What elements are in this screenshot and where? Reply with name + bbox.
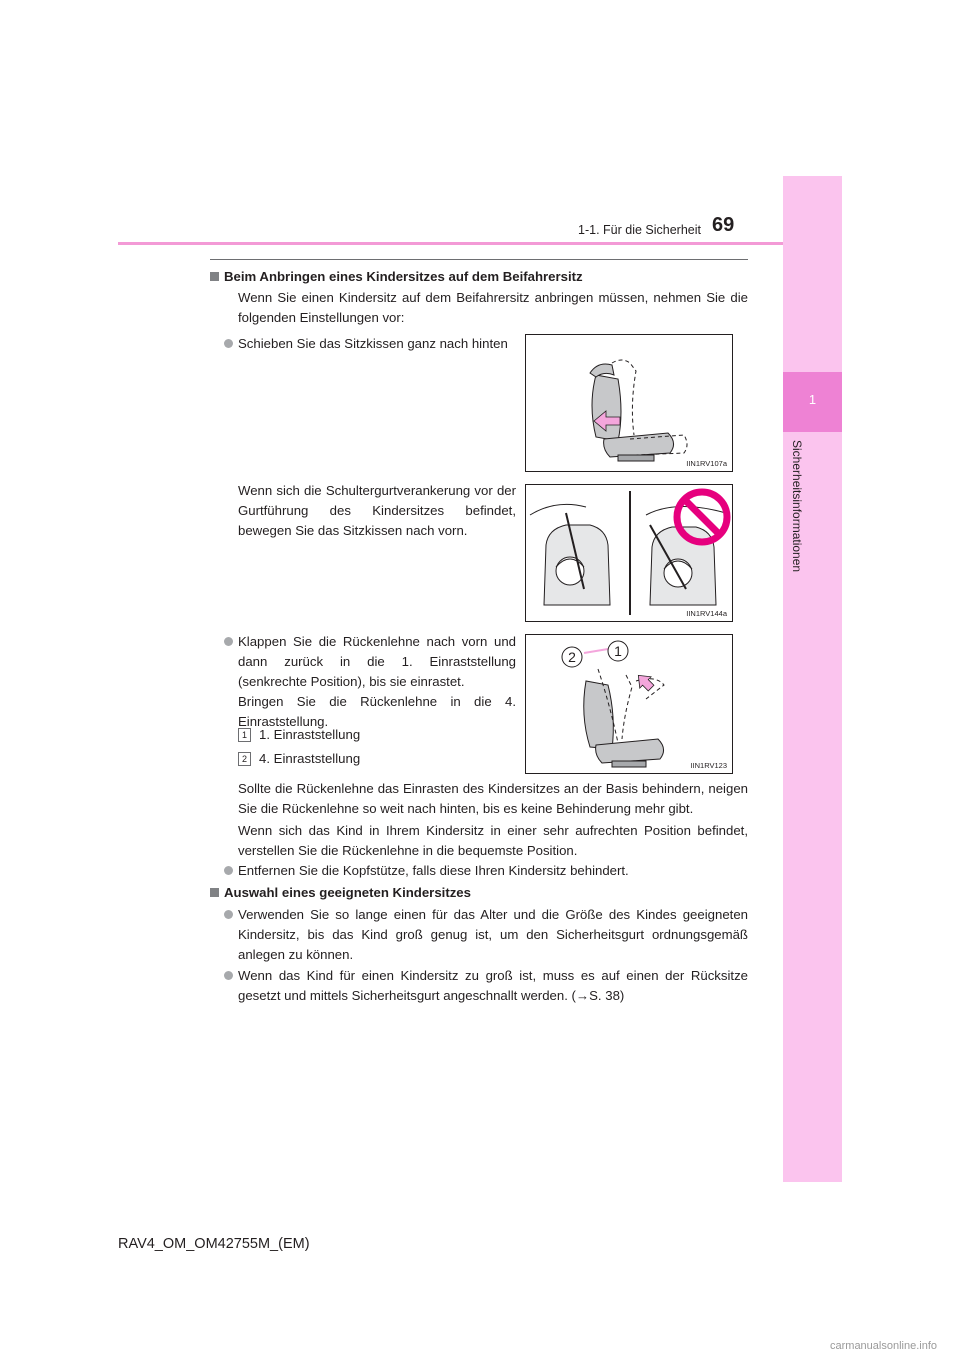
round-bullet-icon xyxy=(224,866,233,875)
header-accent-rule xyxy=(118,242,783,245)
callout-number-1: 1 xyxy=(238,728,251,742)
content-top-rule xyxy=(210,259,748,260)
figure-code: IIN1RV144a xyxy=(686,609,727,618)
callout-number-2: 2 xyxy=(238,752,251,766)
round-bullet-icon xyxy=(224,971,233,980)
arrow-tilt-icon xyxy=(633,670,657,694)
watermark-text[interactable]: carmanualsonline.info xyxy=(830,1340,938,1352)
seat-slide-illustration xyxy=(526,335,732,471)
figure-code: IIN1RV123 xyxy=(690,761,727,770)
backrest-illustration xyxy=(526,635,732,773)
chapter-label: Sicherheitsinformationen xyxy=(790,440,804,573)
round-bullet-icon xyxy=(224,910,233,919)
figure-seat-slide-back xyxy=(525,334,733,472)
chapter-number: 1 xyxy=(808,392,817,407)
figure-belt-anchor xyxy=(525,484,733,622)
footer-document-code: RAV4_OM_OM42755M_(EM) xyxy=(118,1236,310,1252)
paragraph-upright-position: Wenn sich das Kind in Ihrem Kindersitz in einer sehr aufrechten Position befindet, verstellen Sie die Rückenlehne in die bequemste Position. xyxy=(238,823,748,858)
square-bullet-icon xyxy=(210,272,219,281)
figure-label-1: 1 xyxy=(614,643,622,659)
bullet-remove-headrest: Entfernen Sie die Kopfstütze, falls diese Ihren Kindersitz behindert. xyxy=(224,861,748,881)
figure-code: IIN1RV107a xyxy=(686,459,727,468)
bullet-move-cushion-back: Schieben Sie das Sitzkissen ganz nach hinten xyxy=(224,334,516,354)
bullet-rear-seat: Wenn das Kind für einen Kindersitz zu groß ist, muss es auf einen der Rücksitze gesetzt und mittels Sicherheitsgurt angeschnallt werden. (→S. 38) xyxy=(224,966,748,1006)
round-bullet-icon xyxy=(224,339,233,348)
section2-heading: Auswahl eines geeigneten Kindersitzes xyxy=(210,883,750,903)
figure-label-2: 2 xyxy=(568,649,576,665)
round-bullet-icon xyxy=(224,637,233,646)
section1-intro: Wenn Sie einen Kindersitz auf dem Beifahrersitz anbringen müssen, nehmen Sie die folgenden Einstellungen vor: xyxy=(238,290,748,325)
section1-heading: Beim Anbringen eines Kindersitzes auf dem Beifahrersitz xyxy=(210,267,750,287)
chapter-side-tab xyxy=(783,176,842,1182)
page-number: 69 xyxy=(712,214,735,236)
square-bullet-icon xyxy=(210,888,219,897)
figure-backrest-positions xyxy=(525,634,733,774)
callout-item-2: 2 4. Einraststellung xyxy=(238,749,508,769)
bullet-fold-backrest: Klappen Sie die Rückenlehne nach vorn und dann zurück in die 1. Einraststellung (senkrechte Position), bis sie einrastet. Bringen Sie die Rückenlehne in die 4. Einraststellung. xyxy=(224,632,516,732)
paragraph-backrest-tilt: Sollte die Rückenlehne das Einrasten des Kindersitzes an der Basis behindern, neigen Sie die Rückenlehne so weit nach hinten, bis es keine Behinderung mehr gibt. xyxy=(238,781,748,816)
callout-item-1: 1 1. Einraststellung xyxy=(238,725,508,745)
section-title: 1-1. Für die Sicherheit xyxy=(578,223,701,237)
bullet-suitable-seat: Verwenden Sie so lange einen für das Alter und die Größe des Kindes geeigneten Kindersitz, bis das Kind groß genug ist, um den Sicherheitsgurt ordnungsgemäß anlegen zu können. xyxy=(224,905,748,965)
belt-anchor-illustration xyxy=(526,485,732,621)
bullet1-note: Wenn sich die Schultergurtverankerung vor der Gurtführung des Kindersitzes befindet, bewegen Sie das Sitzkissen nach vorn. xyxy=(238,483,516,538)
